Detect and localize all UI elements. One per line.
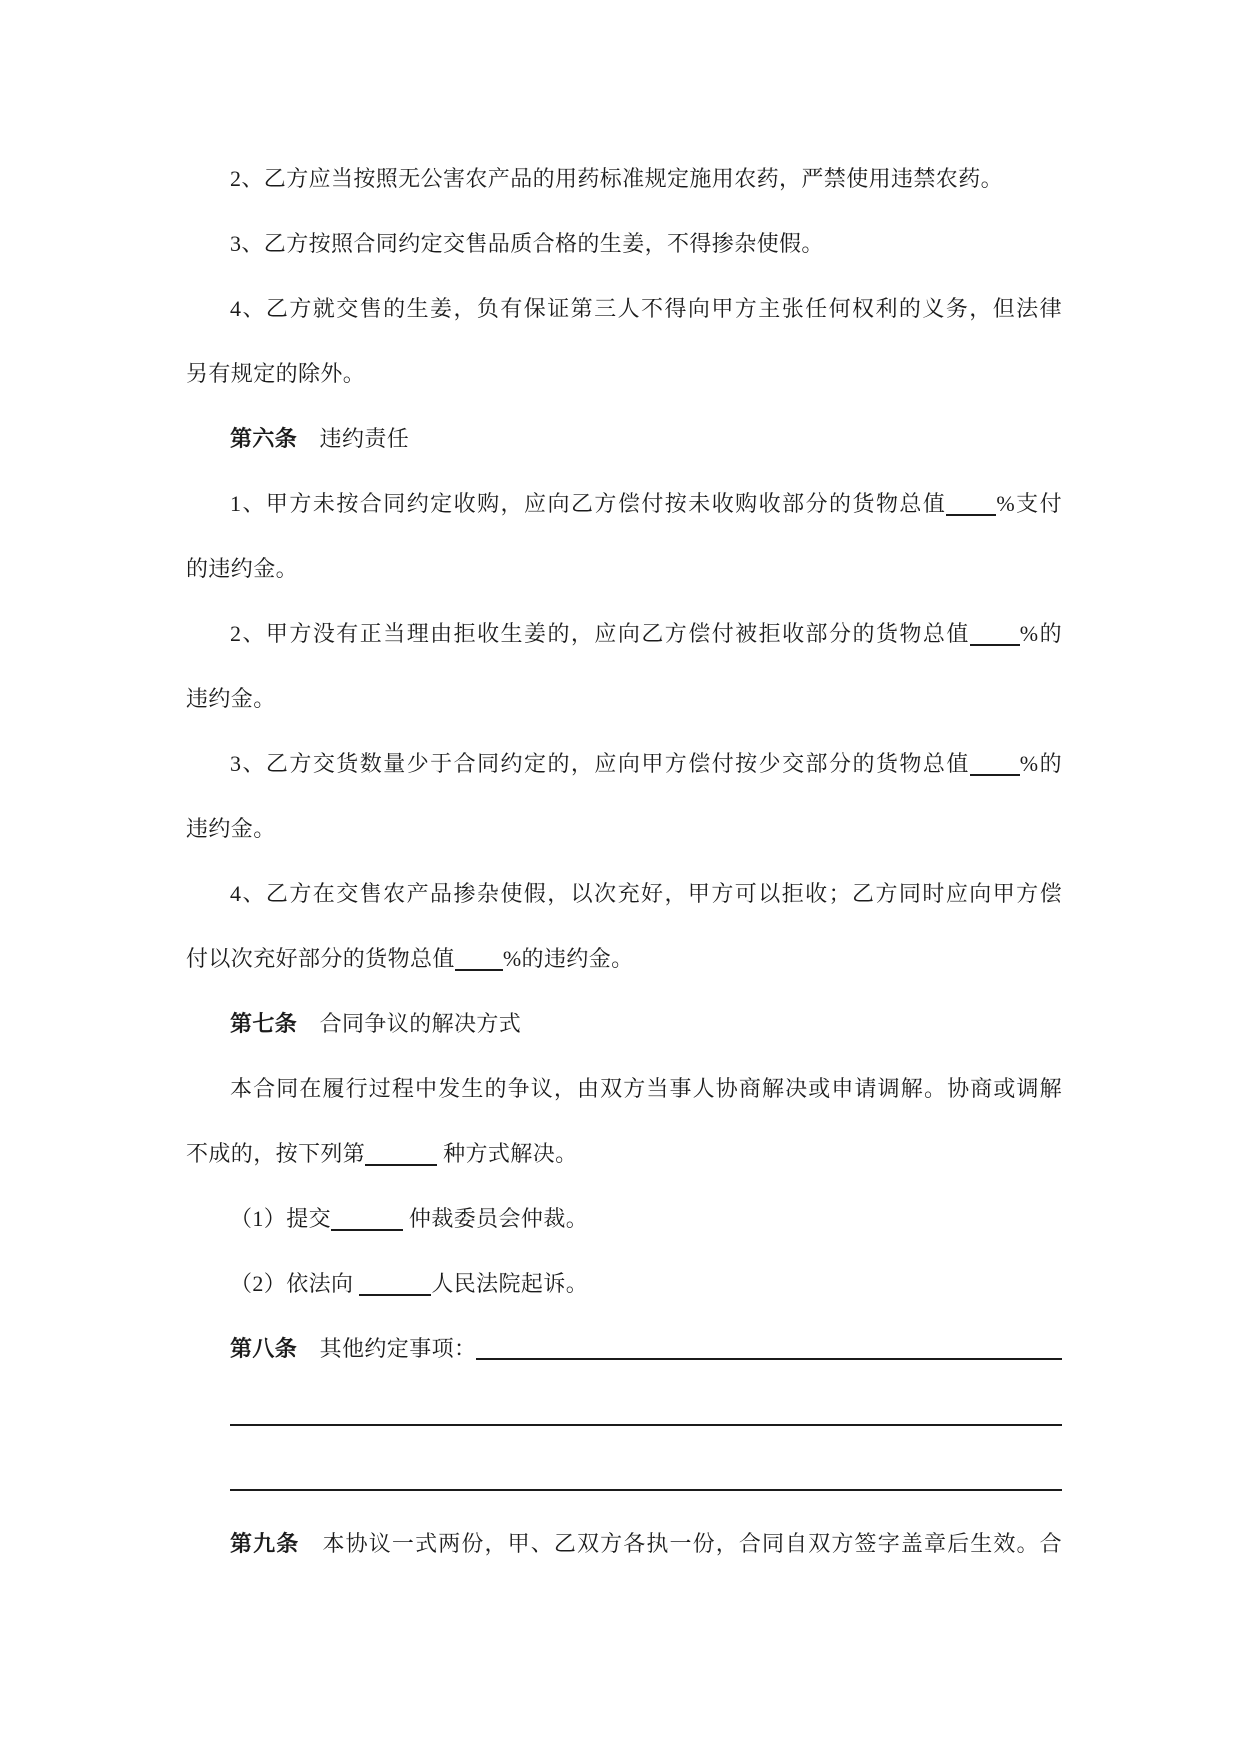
text-segment: （1）提交 <box>230 1206 332 1231</box>
text-segment: 本合同在履行过程中发生的争议，由双方当事人协商解决或申请调解。协商或调解 <box>230 1076 1062 1101</box>
fill-in-blank <box>946 490 996 516</box>
text-segment: 不成的，按下列第 <box>186 1141 366 1166</box>
text-segment: 其他约定事项： <box>297 1336 477 1361</box>
article-6-item-4-line-1 <box>186 861 1062 926</box>
article-6-item-1-line-2 <box>186 536 1062 601</box>
article-7-option-1 <box>186 1186 1062 1251</box>
article-8-blank-line-1 <box>186 1381 1062 1446</box>
fill-in-blank <box>970 750 1020 776</box>
text-segment: （2）依法向 <box>230 1271 360 1296</box>
article-8-blank-line-2 <box>186 1446 1062 1511</box>
clause-item-4-line-2 <box>186 341 1062 406</box>
article-number: 第八条 <box>230 1336 298 1361</box>
article-7-para-line-1 <box>186 1056 1062 1121</box>
text-segment: 违约责任 <box>297 426 410 451</box>
text-segment: 本协议一式两份，甲、乙双方各执一份，合同自双方签字盖章后生效。合 <box>299 1531 1063 1556</box>
text-segment: 仲裁委员会仲裁。 <box>403 1206 589 1231</box>
text-segment: 违约金。 <box>186 816 276 841</box>
article-6-heading <box>186 406 1062 471</box>
clause-item-3 <box>186 211 1062 276</box>
article-6-item-3-line-2 <box>186 796 1062 861</box>
text-segment: 付以次充好部分的货物总值 <box>186 946 455 971</box>
text-segment: 4、乙方就交售的生姜，负有保证第三人不得向甲方主张任何权利的义务，但法律 <box>230 296 1062 321</box>
article-7-option-2 <box>186 1251 1062 1316</box>
text-segment: 种方式解决。 <box>437 1141 578 1166</box>
text-segment: 2、乙方应当按照无公害农产品的用药标准规定施用农药，严禁使用违禁农药。 <box>230 166 1004 191</box>
text-segment: 另有规定的除外。 <box>186 361 366 386</box>
fill-in-blank <box>230 1465 1062 1491</box>
fill-in-blank <box>365 1140 437 1166</box>
fill-in-blank <box>455 945 503 971</box>
article-6-item-2-line-2 <box>186 666 1062 731</box>
clause-item-2 <box>186 146 1062 211</box>
article-6-item-3-line-1 <box>186 731 1062 796</box>
text-segment: 违约金。 <box>186 686 276 711</box>
fill-in-blank <box>230 1400 1062 1426</box>
text-segment: %的 <box>1019 751 1062 776</box>
text-segment: 1、甲方未按合同约定收购，应向乙方偿付按未收购收部分的货物总值 <box>230 491 947 516</box>
fill-in-blank <box>331 1205 403 1231</box>
text-segment: %支付 <box>996 491 1062 516</box>
text-segment: 人民法院起诉。 <box>431 1271 589 1296</box>
text-segment: 4、乙方在交售农产品掺杂使假，以次充好，甲方可以拒收；乙方同时应向甲方偿 <box>230 881 1062 906</box>
text-segment: 的违约金。 <box>186 556 299 581</box>
text-segment: %的 <box>1019 621 1062 646</box>
text-segment: 3、乙方按照合同约定交售品质合格的生姜，不得掺杂使假。 <box>230 231 824 256</box>
article-6-item-4-line-2 <box>186 926 1062 991</box>
article-6-item-2-line-1 <box>186 601 1062 666</box>
article-6-item-1-line-1 <box>186 471 1062 536</box>
document-body <box>186 146 1062 1576</box>
fill-in-blank <box>476 1334 1062 1360</box>
article-9-line-1 <box>186 1511 1062 1576</box>
article-number: 第七条 <box>230 1011 298 1036</box>
article-8-heading <box>186 1316 1062 1381</box>
text-segment: %的违约金。 <box>502 946 634 971</box>
article-number: 第九条 <box>230 1531 300 1556</box>
text-segment: 合同争议的解决方式 <box>297 1011 522 1036</box>
text-segment: 3、乙方交货数量少于合同约定的，应向甲方偿付按少交部分的货物总值 <box>230 751 970 776</box>
article-number: 第六条 <box>230 426 298 451</box>
text-segment: 2、甲方没有正当理由拒收生姜的，应向乙方偿付被拒收部分的货物总值 <box>230 621 970 646</box>
fill-in-blank <box>970 620 1020 646</box>
clause-item-4-line-1 <box>186 276 1062 341</box>
fill-in-blank <box>359 1270 431 1296</box>
article-7-heading <box>186 991 1062 1056</box>
article-7-para-line-2 <box>186 1121 1062 1186</box>
